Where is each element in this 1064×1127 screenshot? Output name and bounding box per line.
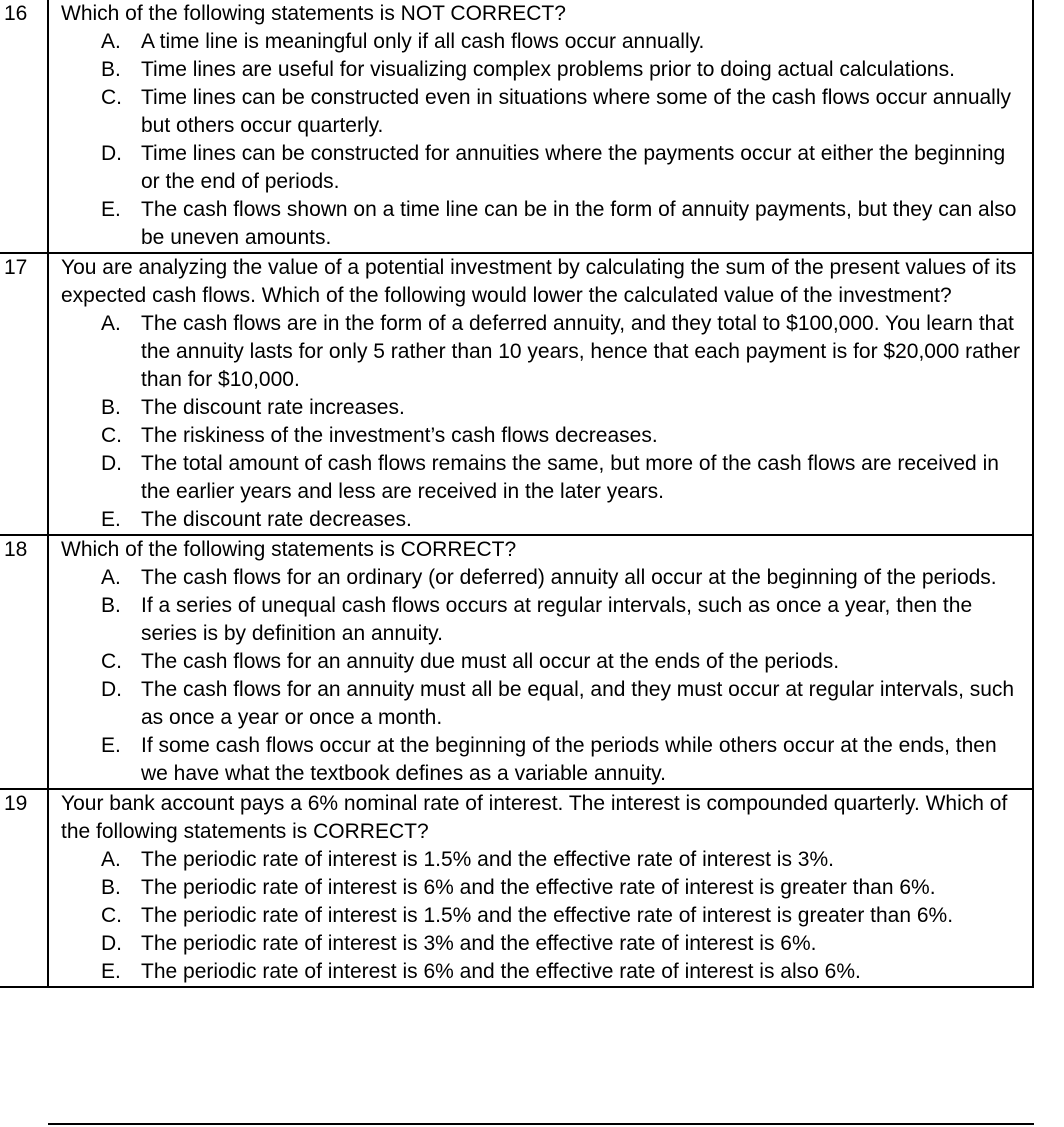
option-letter: C. xyxy=(101,424,122,447)
option-text: The discount rate increases. xyxy=(141,396,405,419)
question-number: 16 xyxy=(0,0,48,253)
option-text: The discount rate decreases. xyxy=(141,508,412,531)
option-letter: E. xyxy=(101,960,121,983)
option-letter: B. xyxy=(101,876,121,899)
option-text: If some cash flows occur at the beginning of the periods while others occur at the ends, then we have what the textbook defines as a variable annuity. xyxy=(141,734,997,785)
answer-option xyxy=(61,56,1028,84)
answer-option xyxy=(61,394,1028,422)
option-text: The periodic rate of interest is 1.5% and the effective rate of interest is 3%. xyxy=(141,848,834,871)
option-text: The cash flows for an ordinary (or deferred) annuity all occur at the beginning of the periods. xyxy=(141,566,997,589)
question-body xyxy=(48,535,1033,789)
option-letter: E. xyxy=(101,508,121,531)
answer-option xyxy=(61,450,1028,506)
answer-option xyxy=(61,140,1028,196)
option-text: A time line is meaningful only if all cash flows occur annually. xyxy=(141,30,705,53)
option-text: The cash flows are in the form of a deferred annuity, and they total to $100,000. You learn that the annuity lasts for only 5 rather than 10 years, hence that each payment is for $20,000 rather than for $10,000. xyxy=(141,312,1021,391)
answer-option xyxy=(61,592,1028,648)
question-number: 17 xyxy=(0,253,48,535)
option-letter: A. xyxy=(101,848,121,871)
answer-option xyxy=(61,196,1028,252)
answer-options xyxy=(61,310,1028,534)
option-letter: A. xyxy=(101,30,121,53)
answer-option xyxy=(61,310,1028,394)
question-body xyxy=(48,0,1033,253)
option-text: The total amount of cash flows remains the same, but more of the cash flows are received in the earlier years and less are received in the later years. xyxy=(141,452,999,503)
option-text: The periodic rate of interest is 6% and the effective rate of interest is greater than 6%. xyxy=(141,876,936,899)
question-body xyxy=(48,253,1033,535)
option-text: The cash flows shown on a time line can be in the form of annuity payments, but they can also be uneven amounts. xyxy=(141,198,1017,249)
answer-option xyxy=(61,930,1028,958)
answer-option xyxy=(61,676,1028,732)
answer-options xyxy=(61,846,1028,986)
option-text: The cash flows for an annuity must all be equal, and they must occur at regular intervals, such as once a year or once a month. xyxy=(141,678,1015,729)
option-text: The cash flows for an annuity due must all occur at the ends of the periods. xyxy=(141,650,840,673)
option-letter: A. xyxy=(101,312,121,335)
option-letter: A. xyxy=(101,566,121,589)
question-row xyxy=(0,789,1033,987)
option-text: The riskiness of the investment’s cash flows decreases. xyxy=(141,424,658,447)
answer-options xyxy=(61,28,1028,252)
option-text: If a series of unequal cash flows occurs at regular intervals, such as once a year, then the series is by definition an annuity. xyxy=(141,594,973,645)
option-letter: C. xyxy=(101,904,122,927)
option-text: Time lines are useful for visualizing complex problems prior to doing actual calculations. xyxy=(141,58,955,81)
answer-options xyxy=(61,564,1028,788)
question-body xyxy=(48,789,1033,987)
answer-option xyxy=(61,958,1028,986)
bottom-rule xyxy=(48,1123,1034,1125)
option-letter: E. xyxy=(101,198,121,221)
question-stem: Which of the following statements is NOT CORRECT? xyxy=(61,2,566,25)
option-text: Time lines can be constructed even in situations where some of the cash flows occur annually but others occur quarterly. xyxy=(141,86,1012,137)
answer-option xyxy=(61,648,1028,676)
answer-option xyxy=(61,732,1028,788)
answer-option xyxy=(61,422,1028,450)
option-text: The periodic rate of interest is 6% and the effective rate of interest is also 6%. xyxy=(141,960,861,983)
answer-option xyxy=(61,902,1028,930)
question-stem: Your bank account pays a 6% nominal rate of interest. The interest is compounded quarterly. Which of the following statements is CORRECT? xyxy=(61,792,1008,843)
question-stem: Which of the following statements is CORRECT? xyxy=(61,538,517,561)
option-text: Time lines can be constructed for annuities where the payments occur at either the beginning or the end of periods. xyxy=(141,142,1006,193)
answer-option xyxy=(61,846,1028,874)
option-letter: D. xyxy=(101,932,122,955)
question-row xyxy=(0,0,1033,253)
option-text: The periodic rate of interest is 3% and the effective rate of interest is 6%. xyxy=(141,932,817,955)
question-row xyxy=(0,535,1033,789)
option-letter: D. xyxy=(101,142,122,165)
answer-option xyxy=(61,28,1028,56)
answer-option xyxy=(61,84,1028,140)
option-letter: C. xyxy=(101,650,122,673)
option-letter: B. xyxy=(101,594,121,617)
option-letter: E. xyxy=(101,734,121,757)
answer-option xyxy=(61,564,1028,592)
option-letter: D. xyxy=(101,452,122,475)
question-number: 18 xyxy=(0,535,48,789)
question-row xyxy=(0,253,1033,535)
option-letter: C. xyxy=(101,86,122,109)
question-number: 19 xyxy=(0,789,48,987)
option-text: The periodic rate of interest is 1.5% and the effective rate of interest is greater than 6%. xyxy=(141,904,954,927)
option-letter: B. xyxy=(101,58,121,81)
option-letter: D. xyxy=(101,678,122,701)
answer-option xyxy=(61,506,1028,534)
answer-option xyxy=(61,874,1028,902)
option-letter: B. xyxy=(101,396,121,419)
question-stem: You are analyzing the value of a potential investment by calculating the sum of the present values of its expected cash flows. Which of the following would lower the calculated value of the investment? xyxy=(61,256,1017,307)
